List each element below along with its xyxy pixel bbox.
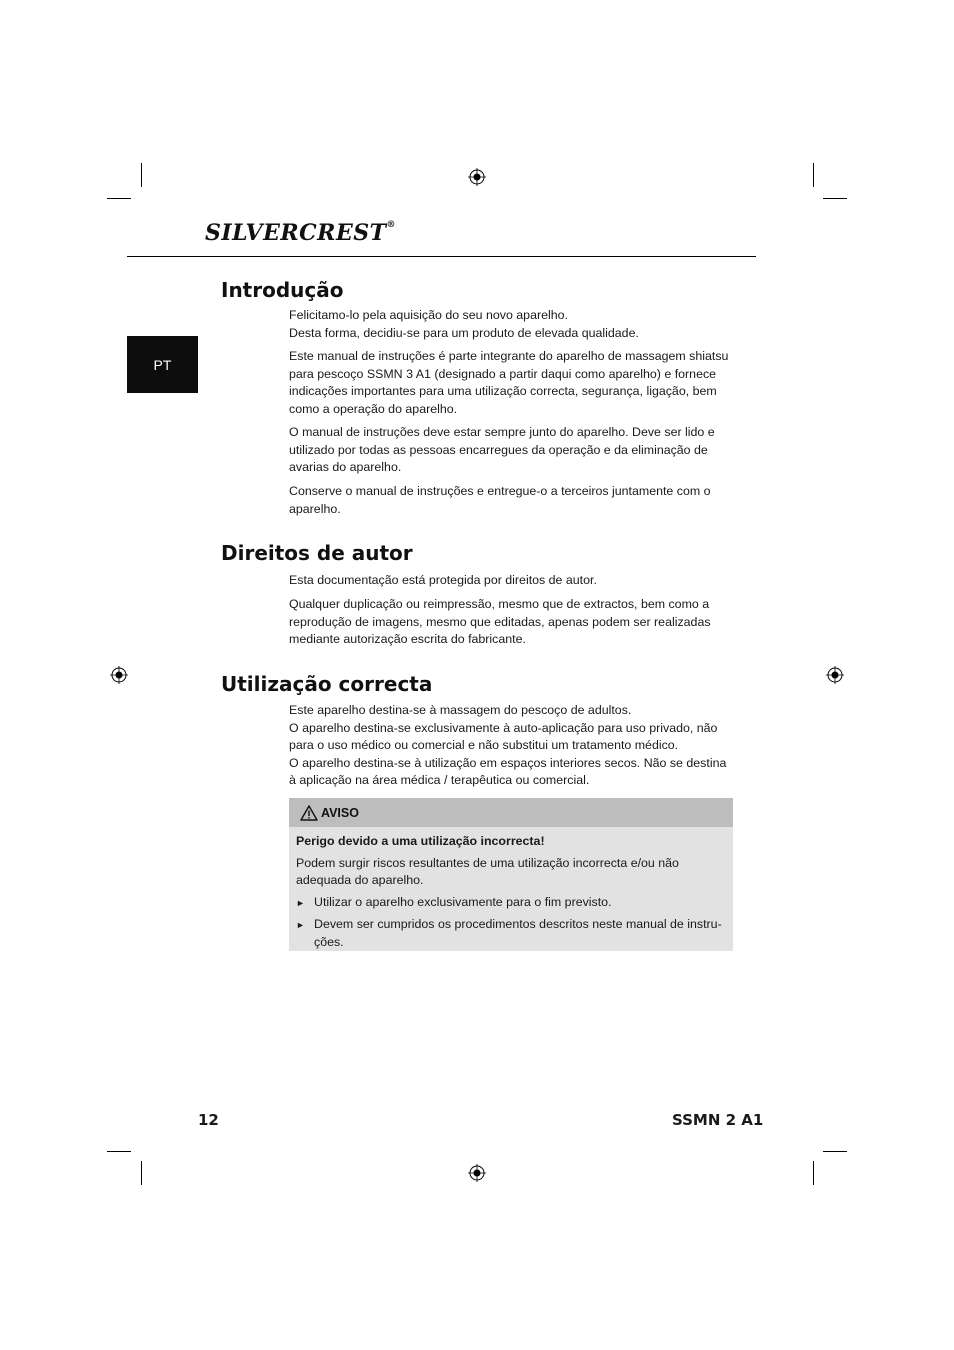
usage-paragraph: Este aparelho destina-se à massagem do pescoço de adultos. O aparelho destina-se exclusivamente à auto-aplicação para uso privado, não para o uso médico ou comercial e não substitui um tratamento médico. O aparelho destina-se à utilização em espaços interiores secos. Não se destina à aplicação na área médica / terapêutica ou comercial. bbox=[289, 703, 727, 787]
crop-mark bbox=[141, 1161, 142, 1185]
registration-mark-icon bbox=[468, 168, 486, 186]
intro-paragraph-4: Conserve o manual de instruções e entregue-o a terceiros juntamente com o aparelho. bbox=[289, 484, 711, 516]
section-title-usage: Utilização correcta bbox=[221, 672, 433, 696]
section-title-intro: Introdução bbox=[221, 278, 344, 302]
intro-paragraph-3: O manual de instruções deve estar sempre junto do aparelho. Deve ser lido e utilizado por todas as pessoas encarregues da operação e da eliminação de avarias do aparelho. bbox=[289, 425, 715, 474]
bullet-arrow-icon: ► bbox=[296, 897, 305, 908]
warning-header bbox=[289, 798, 733, 827]
crop-mark bbox=[823, 198, 847, 199]
crop-mark bbox=[823, 1151, 847, 1152]
header-rule bbox=[127, 256, 756, 257]
warning-box bbox=[289, 798, 733, 951]
crop-mark bbox=[107, 198, 131, 199]
warning-bullet: ► Devem ser cumpridos os procedimentos descritos neste manual de instru-ções. bbox=[296, 916, 726, 951]
crop-mark bbox=[813, 1161, 814, 1185]
registration-mark-icon bbox=[468, 1164, 486, 1182]
warning-triangle-icon bbox=[300, 805, 318, 821]
registration-mark-icon bbox=[110, 666, 128, 684]
copyright-paragraph-2: Qualquer duplicação ou reimpressão, mesmo que de extractos, bem como a reprodução de imagens, mesmo que editadas, apenas podem ser realizadas mediante autorização escrita do fabricante. bbox=[289, 597, 711, 646]
crop-mark bbox=[813, 163, 814, 187]
bullet-arrow-icon: ► bbox=[296, 920, 305, 930]
warning-bullet: ► Utilizar o aparelho exclusivamente para o fim previsto. bbox=[296, 894, 726, 913]
language-tab: PT bbox=[127, 336, 198, 393]
registration-mark-icon bbox=[826, 666, 844, 684]
section-title-copyright: Direitos de autor bbox=[221, 541, 413, 565]
intro-paragraph-2: Este manual de instruções é parte integrante do aparelho de massagem shiatsu para pescoço SSMN 3 A1 (designado a partir daqui como aparelho) e fornece indicações importantes para uma utilização correcta, segurança, ligação, bem como a operação do aparelho. bbox=[289, 349, 729, 416]
crop-mark bbox=[141, 163, 142, 187]
warning-label: AVISO bbox=[321, 805, 359, 820]
crop-mark bbox=[107, 1151, 131, 1152]
intro-paragraph-1: Felicitamo-lo pela aquisição do seu novo aparelho. Desta forma, decidiu-se para um produto de elevada qualidade. bbox=[289, 308, 639, 340]
page-number: 12 bbox=[198, 1111, 219, 1129]
brand-logo: SILVERCREST® bbox=[205, 220, 396, 246]
model-number: SSMN 2 A1 bbox=[672, 1111, 764, 1129]
warning-title: Perigo devido a uma utilização incorrecta! bbox=[296, 834, 545, 848]
copyright-paragraph-1: Esta documentação está protegida por direitos de autor. bbox=[289, 573, 597, 587]
warning-text: Podem surgir riscos resultantes de uma utilização incorrecta e/ou não adequada do aparelho. bbox=[296, 855, 679, 887]
